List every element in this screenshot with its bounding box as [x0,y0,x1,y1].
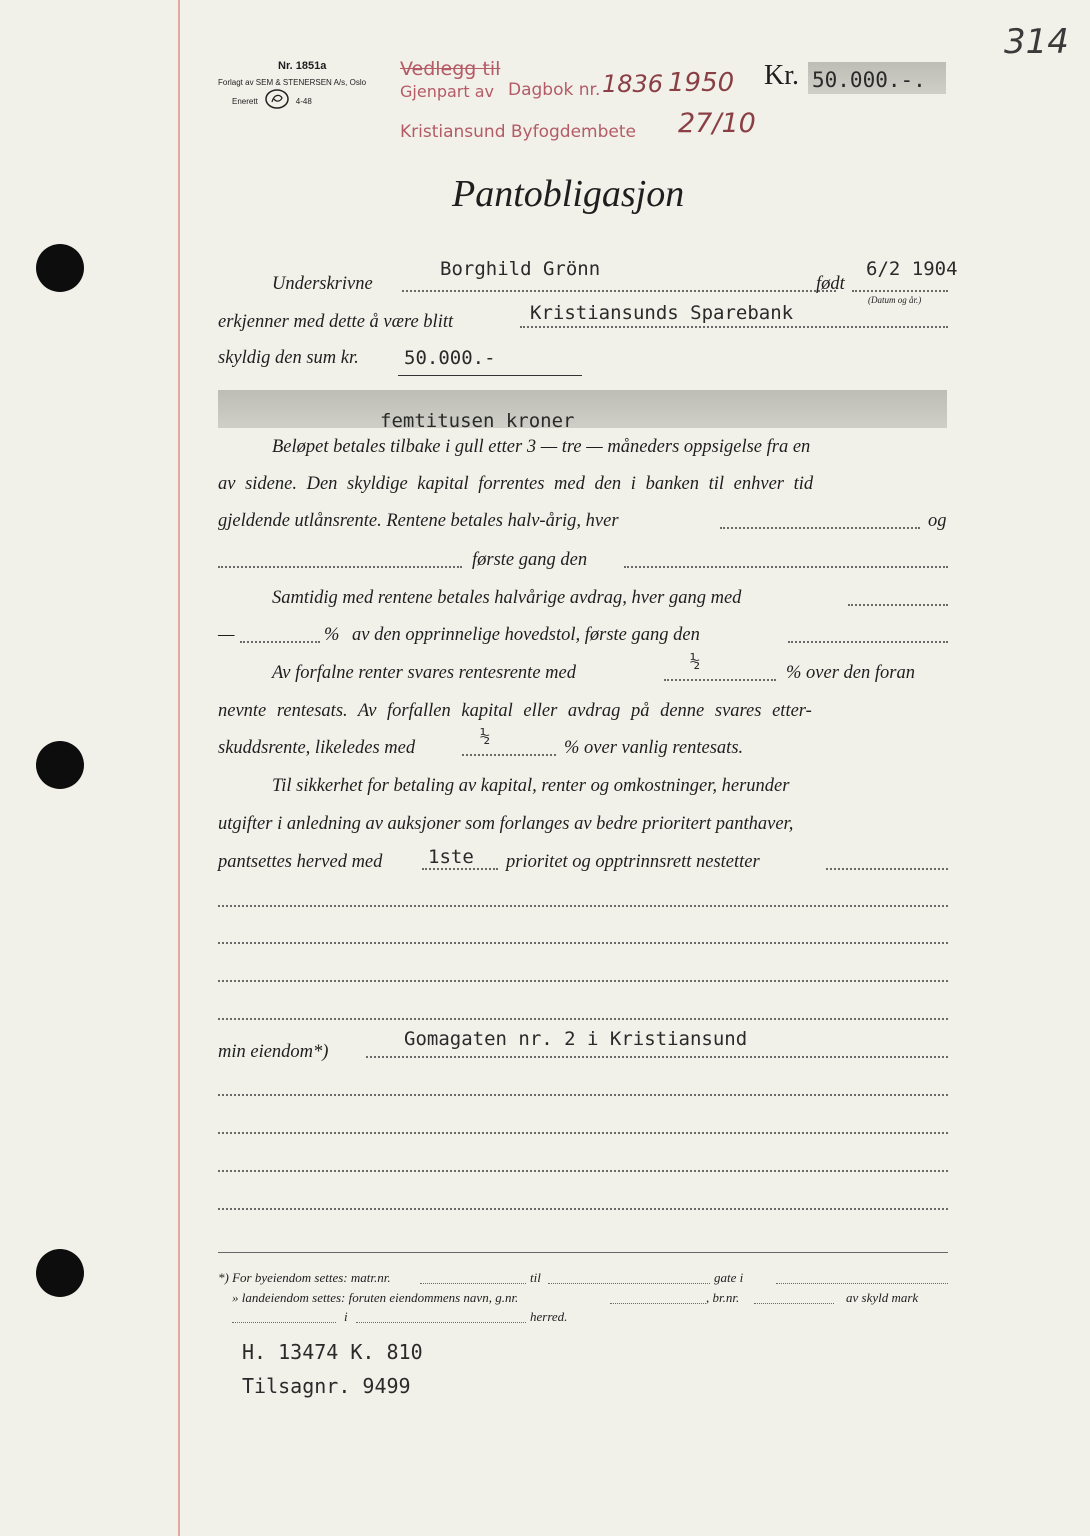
binder-hole-top [36,244,84,292]
body-line-9-dotline [462,754,556,756]
body-line-4-dotline-b [624,566,948,568]
underskrivne-label: Underskrivne [272,274,373,294]
body-line-12: pantsettes herved med [218,852,383,872]
body-line-2: av sidene. Den skyldige kapital forrentes med den i banken til enhver tid [218,474,814,494]
stamp-office: Kristiansund Byfogdembete [400,122,636,142]
erkjenner-label: erkjenner med dette å være blitt [218,312,454,332]
binder-hole-bottom [36,1249,84,1297]
underskrivne-value: Borghild Grönn [440,258,601,280]
footnote-dots [420,1283,526,1284]
blank-line [218,1170,948,1172]
interest-on-interest-value: ½ [690,652,701,672]
skyldig-label: skyldig den sum kr. [218,348,359,368]
sum-value: 50.000.- [404,347,496,369]
blank-line [218,905,948,907]
publisher-block [218,60,398,114]
footnote-line-1-til: til [530,1270,541,1285]
footnote-line-3-herred: herred. [530,1309,568,1324]
footnote-dots [548,1283,710,1284]
body-line-5-dotline [848,604,948,606]
footnote-dots [754,1303,834,1304]
amount-label: Kr. [764,60,799,91]
footnote-dots [610,1303,706,1304]
body-line-3-dotline [720,527,920,529]
fodt-hint: (Datum og år.) [868,295,922,305]
body-line-6-dotline-a [240,641,320,643]
body-line-6-percent: % [324,625,340,645]
underskrivne-dotline [402,290,836,292]
footnote-line-1-gate: gate i [714,1270,744,1285]
stamp-vedlegg: Vedlegg til [400,58,501,80]
body-line-12-dotline-a [422,868,498,870]
body-line-6-dotline-b [788,641,948,643]
blank-line [218,980,948,982]
footnote-dots [356,1322,526,1323]
property-dotline [366,1056,948,1058]
body-line-3-end: og [928,511,947,531]
blank-line [218,942,948,944]
body-line-4-dotline-a [218,566,462,568]
stamp-date: 27/10 [678,108,756,139]
publisher-edition: 4-48 [295,96,312,106]
footnote-line-2: » landeiendom settes: foruten eiendommens navn, g.nr. [232,1290,519,1305]
body-line-7-dotline [664,679,776,681]
creditor-dotline [520,326,948,328]
body-line-11: utgifter i anledning av auksjoner som forlanges av bedre prioritert panthaver, [218,814,794,834]
footnote-rule [218,1252,948,1253]
blank-line [218,1018,948,1020]
body-line-10: Til sikkerhet for betaling av kapital, renter og omkostninger, herunder [272,776,790,796]
body-line-4: første gang den [472,550,588,570]
body-line-9-end: % over vanlig rentesats. [564,738,744,758]
body-line-12-end: prioritet og opptrinnsrett nestetter [506,852,760,872]
body-line-12-dotline-b [826,868,948,870]
footnote-line-2-brnr: , br.nr. [706,1290,740,1305]
fodt-dotline [852,290,948,292]
sum-underline [398,375,582,376]
page-title: Pantobligasjon [452,173,685,215]
reference-tilsagn: Tilsagnr. 9499 [242,1374,411,1398]
priority-value: 1ste [428,846,474,868]
fodt-value: 6/2 1904 [866,258,958,280]
blank-line [218,1094,948,1096]
footnote-dots [232,1322,336,1323]
publisher-line: Forlagt av SEM & STENERSEN A/s, Oslo [218,78,367,87]
blank-line [218,1208,948,1210]
reference-hk: H. 13474 K. 810 [242,1340,423,1364]
footnote-line-1: *) For byeiendom settes: matr.nr. [218,1270,391,1285]
stamp-dagbok-number: 1836 [602,70,664,98]
amount-value: 50.000.-. [812,68,926,92]
body-line-6: av den opprinnelige hovedstol, første gang den [352,625,700,645]
body-line-9: skuddsrente, likeledes med [218,738,416,758]
body-line-8: nevnte rentesats. Av forfallen kapital eller avdrag på denne svares etter- [218,701,812,721]
footnote-dots [776,1283,948,1284]
footnote-line-3-i: i [344,1309,348,1324]
sum-words-band [218,390,947,428]
stamp-gjenpart: Gjenpart av [400,82,494,101]
publisher-logo-icon [264,88,290,114]
binder-hole-middle [36,741,84,789]
late-interest-value: ½ [480,727,491,747]
body-line-6-dash: — [218,625,235,645]
body-line-7-end: % over den foran [786,663,915,683]
property-value: Gomagaten nr. 2 i Kristiansund [404,1028,748,1050]
fodt-label: født [816,274,845,294]
body-line-3: gjeldende utlånsrente. Rentene betales halv-årig, hver [218,511,619,531]
margin-rule [178,0,180,1536]
stamp-year: 1950 [668,68,735,98]
blank-line [218,1132,948,1134]
footnote-line-2-skyld: av skyld mark [846,1290,919,1305]
sum-words: femtitusen kroner [380,410,575,432]
body-line-1: Beløpet betales tilbake i gull etter 3 — tre — måneders oppsigelse fra en [272,437,811,457]
page-number: 314 [1004,22,1069,62]
creditor-value: Kristiansunds Sparebank [530,302,794,324]
body-line-7: Av forfalne renter svares rentesrente med [272,663,576,683]
form-number: Nr. 1851a [278,60,327,72]
publisher-enerett: Enerett [232,96,258,106]
property-label: min eiendom*) [218,1042,329,1062]
body-line-5: Samtidig med rentene betales halvårige avdrag, hver gang med [272,588,742,608]
stamp-dagbok-label: Dagbok nr. [508,80,601,100]
